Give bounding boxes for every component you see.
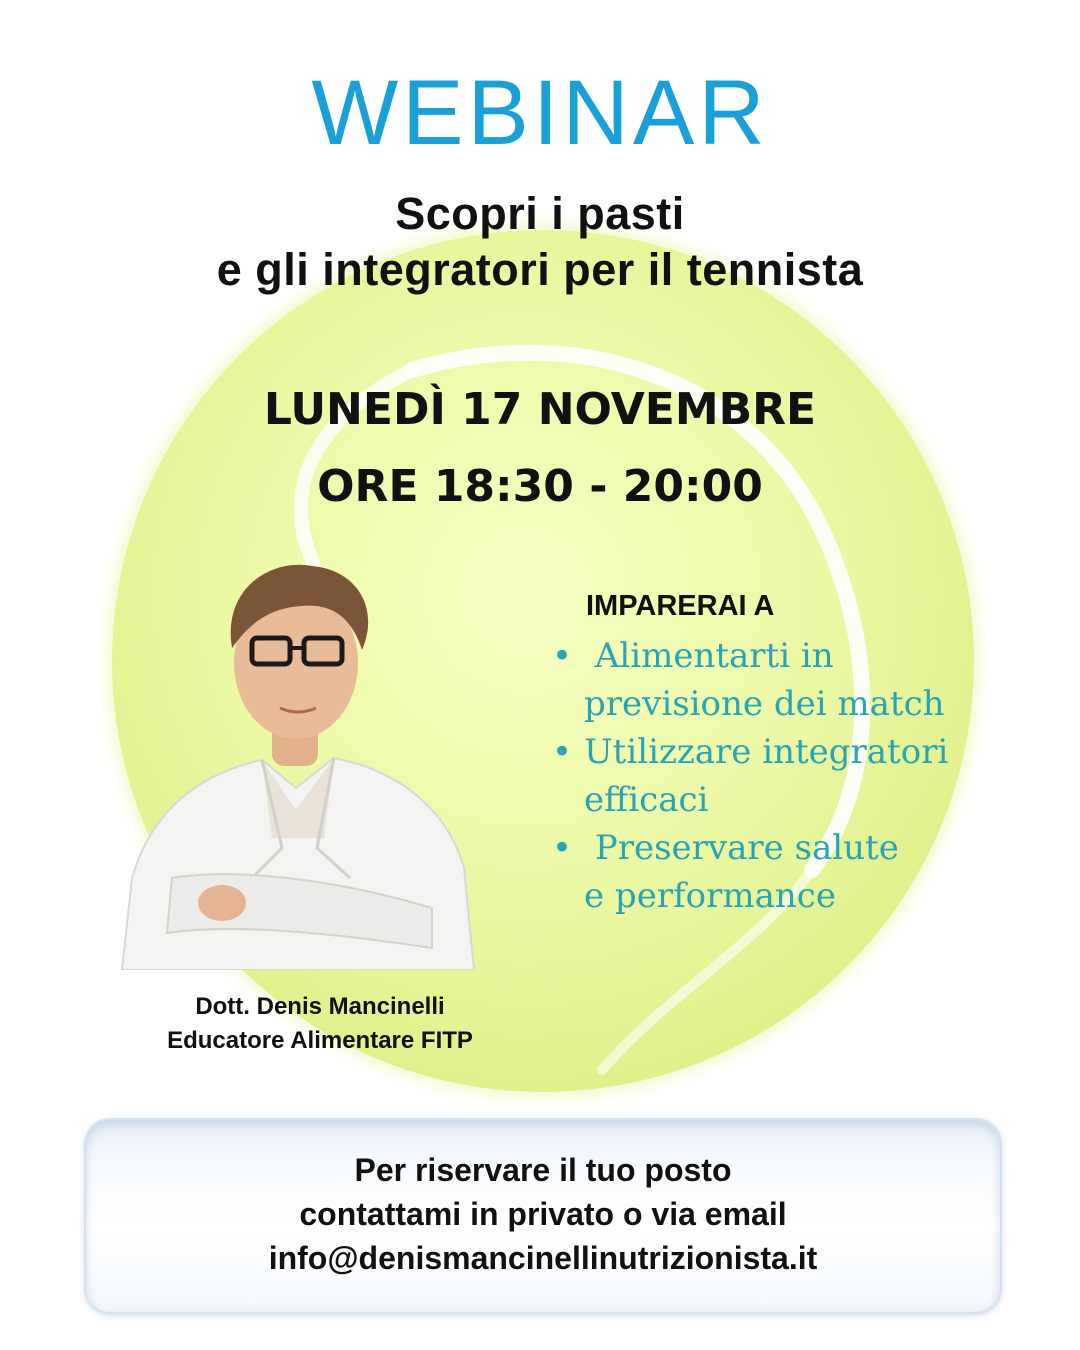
contact-email[interactable]: info@denismancinellinutrizionista.it	[268, 1240, 818, 1276]
learning-item-line-1: Preservare salute	[594, 828, 899, 868]
reservation-line-2: contattami in privato o via email	[299, 1196, 787, 1232]
event-date: LUNEDÌ 17 NOVEMBRE	[263, 384, 817, 435]
speaker-name: Dott. Denis Mancinelli	[195, 993, 445, 1020]
learning-item-line-1: Utilizzare integratori	[584, 732, 949, 772]
bullet-icon: •	[552, 732, 573, 772]
speaker-role: Educatore Alimentare FITP	[167, 1027, 473, 1054]
event-time: ORE 18:30 - 20:00	[317, 461, 763, 512]
speaker-info	[100, 990, 540, 1058]
reservation-text	[86, 1148, 1000, 1280]
learning-section	[552, 584, 1002, 920]
learning-item	[552, 824, 1002, 920]
webinar-subtitle	[0, 186, 1080, 298]
reservation-line-1: Per riservare il tuo posto	[354, 1152, 732, 1188]
bullet-icon: •	[552, 636, 573, 676]
learning-item-line-2: efficaci	[584, 780, 709, 820]
bullet-icon: •	[552, 828, 573, 868]
webinar-title: WEBINAR	[311, 62, 769, 164]
learning-item	[552, 728, 1002, 824]
learning-title: IMPARERAI A	[586, 590, 775, 622]
learning-list	[552, 632, 1002, 920]
speaker-portrait	[112, 548, 480, 970]
subtitle-line-1: Scopri i pasti	[395, 188, 685, 239]
speaker-portrait-icon	[112, 548, 480, 970]
learning-item-line-2: previsione dei match	[584, 684, 945, 724]
learning-item-line-2: e performance	[584, 876, 836, 916]
reservation-box	[84, 1118, 1002, 1314]
learning-item	[552, 632, 1002, 728]
subtitle-line-2: e gli integratori per il tennista	[216, 244, 864, 295]
learning-item-line-1: Alimentarti in	[594, 636, 834, 676]
